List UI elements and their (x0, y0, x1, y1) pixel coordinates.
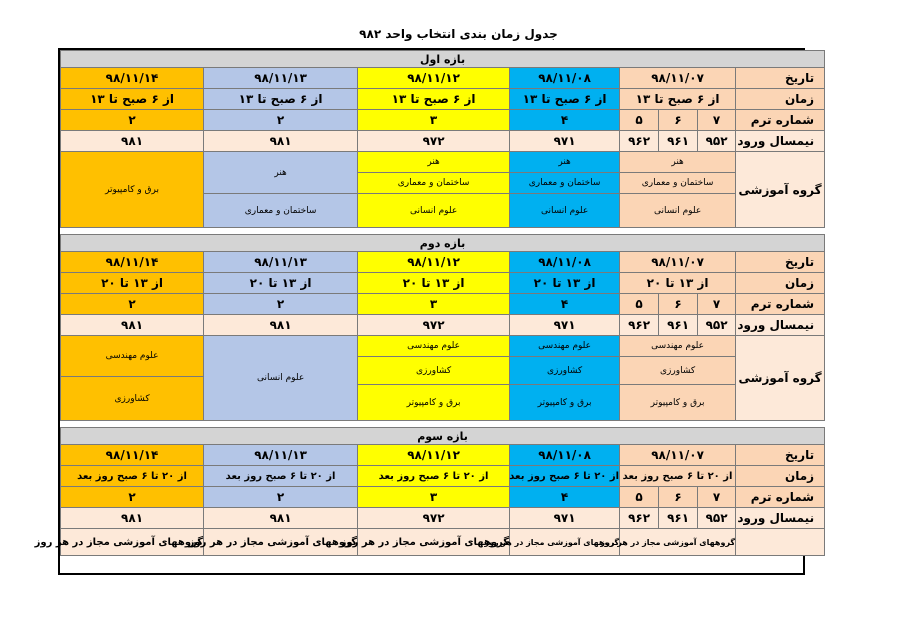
allowed-groups-label-empty (736, 529, 825, 556)
time-cell: از ۱۳ تا ۲۰ (61, 273, 204, 294)
time-cell: از ۲۰ تا ۶ صبح روز بعد (204, 466, 358, 487)
time-cell: از ۲۰ تا ۶ صبح روز بعد (61, 466, 204, 487)
page-title: جدول زمان بندی انتخاب واحد ۹۸۲ (359, 27, 558, 41)
entry-cell: ۹۶۱ (659, 315, 698, 336)
group-cell: هنر (358, 152, 510, 173)
entry-cell: ۹۶۲ (620, 508, 659, 529)
group-cell: علوم مهندسی (620, 336, 736, 357)
term-cell: ۶ (659, 487, 698, 508)
group-cell: برق و کامپیوتر (620, 385, 736, 421)
group-cell: ساختمان و معماری (204, 194, 358, 228)
entry-cell: ۹۵۲ (698, 508, 736, 529)
term-cell: ۲ (204, 294, 358, 315)
row-label-time: زمان (736, 273, 825, 294)
row-label-term: شماره ترم (736, 110, 825, 131)
term-cell: ۵ (620, 294, 659, 315)
term-cell: ۶ (659, 110, 698, 131)
date-cell: ۹۸/۱۱/۰۸ (510, 445, 620, 466)
group-cell: ساختمان و معماری (510, 173, 620, 194)
entry-cell: ۹۵۲ (698, 131, 736, 152)
date-cell: ۹۸/۱۱/۱۴ (61, 445, 204, 466)
time-cell: از ۶ صبح تا ۱۳ (620, 89, 736, 110)
date-cell: ۹۸/۱۱/۱۳ (204, 445, 358, 466)
group-cell: هنر (620, 152, 736, 173)
entry-cell: ۹۵۲ (698, 315, 736, 336)
term-cell: ۷ (698, 487, 736, 508)
term-cell: ۲ (61, 294, 204, 315)
term-cell: ۳ (358, 110, 510, 131)
term-cell: ۲ (204, 110, 358, 131)
date-cell: ۹۸/۱۱/۰۷ (620, 445, 736, 466)
entry-cell: ۹۸۱ (204, 131, 358, 152)
term-cell: ۶ (659, 294, 698, 315)
date-cell: ۹۸/۱۱/۱۲ (358, 252, 510, 273)
schedule-sheet (34, 48, 822, 575)
row-label-date: تاریخ (736, 68, 825, 89)
term-cell: ۴ (510, 487, 620, 508)
term-cell: ۳ (358, 487, 510, 508)
group-cell: کشاورزی (510, 357, 620, 385)
time-cell: از ۱۳ تا ۲۰ (620, 273, 736, 294)
entry-cell: ۹۷۲ (358, 508, 510, 529)
group-cell: کشاورزی (358, 357, 510, 385)
entry-cell: ۹۶۲ (620, 315, 659, 336)
row-label-term: شماره ترم (736, 294, 825, 315)
allowed-groups-cell: گروههای آموزشی مجاز در هر روز (61, 529, 204, 556)
time-cell: از ۲۰ تا ۶ صبح روز بعد (510, 466, 620, 487)
allowed-groups-cell: گروههای آموزشی مجاز در هر روز (358, 529, 510, 556)
time-cell: از ۲۰ تا ۶ صبح روز بعد (358, 466, 510, 487)
group-cell: علوم مهندسی (358, 336, 510, 357)
entry-cell: ۹۷۱ (510, 508, 620, 529)
date-cell: ۹۸/۱۱/۰۷ (620, 68, 736, 89)
term-cell: ۷ (698, 294, 736, 315)
section-spacer (61, 421, 825, 428)
row-label-group: گروه آموزشی (736, 152, 825, 228)
group-cell: هنر (204, 152, 358, 194)
group-cell: علوم انسانی (204, 336, 358, 421)
term-cell: ۲ (204, 487, 358, 508)
section-title: بازه سوم (61, 428, 825, 445)
term-cell: ۲ (61, 487, 204, 508)
row-label-time: زمان (736, 466, 825, 487)
entry-cell: ۹۸۱ (204, 508, 358, 529)
time-cell: از ۶ صبح تا ۱۳ (358, 89, 510, 110)
row-label-entry: نیمسال ورود (736, 315, 825, 336)
row-label-entry: نیمسال ورود (736, 508, 825, 529)
allowed-groups-cell: گروههای آموزشی مجاز در هر روز (510, 529, 620, 556)
group-cell: برق و کامپیوتر (358, 385, 510, 421)
date-cell: ۹۸/۱۱/۱۲ (358, 68, 510, 89)
group-cell: برق و کامپیوتر (510, 385, 620, 421)
time-cell: از ۱۳ تا ۲۰ (510, 273, 620, 294)
date-cell: ۹۸/۱۱/۰۸ (510, 252, 620, 273)
group-cell: ساختمان و معماری (620, 173, 736, 194)
date-cell: ۹۸/۱۱/۱۴ (61, 68, 204, 89)
time-cell: از ۱۳ تا ۲۰ (204, 273, 358, 294)
entry-cell: ۹۷۲ (358, 131, 510, 152)
row-label-entry: نیمسال ورود (736, 131, 825, 152)
term-cell: ۵ (620, 487, 659, 508)
term-cell: ۳ (358, 294, 510, 315)
section-title: بازه اول (61, 51, 825, 68)
row-label-date: تاریخ (736, 252, 825, 273)
entry-cell: ۹۸۱ (61, 315, 204, 336)
allowed-groups-cell: گروههای آموزشی مجاز در هر روز (204, 529, 358, 556)
schedule-table (34, 50, 825, 556)
entry-cell: ۹۶۱ (659, 131, 698, 152)
term-cell: ۴ (510, 110, 620, 131)
time-cell: از ۶ صبح تا ۱۳ (204, 89, 358, 110)
group-cell: علوم انسانی (620, 194, 736, 228)
time-cell: از ۱۳ تا ۲۰ (358, 273, 510, 294)
term-cell: ۵ (620, 110, 659, 131)
entry-cell: ۹۷۱ (510, 131, 620, 152)
date-cell: ۹۸/۱۱/۱۴ (61, 252, 204, 273)
entry-cell: ۹۸۱ (204, 315, 358, 336)
term-cell: ۴ (510, 294, 620, 315)
group-cell: علوم انسانی (358, 194, 510, 228)
group-cell: ساختمان و معماری (358, 173, 510, 194)
section-title: بازه دوم (61, 235, 825, 252)
group-cell: هنر (510, 152, 620, 173)
row-label-term: شماره ترم (736, 487, 825, 508)
group-cell: علوم مهندسی (510, 336, 620, 357)
entry-cell: ۹۶۲ (620, 131, 659, 152)
date-cell: ۹۸/۱۱/۰۸ (510, 68, 620, 89)
entry-cell: ۹۸۱ (61, 508, 204, 529)
term-cell: ۷ (698, 110, 736, 131)
allowed-groups-cell: گروههای آموزشی مجاز در هر روز (620, 529, 736, 556)
group-cell: کشاورزی (61, 377, 204, 421)
group-cell: علوم مهندسی (61, 336, 204, 377)
time-cell: از ۲۰ تا ۶ صبح روز بعد (620, 466, 736, 487)
row-label-group: گروه آموزشی (736, 336, 825, 421)
entry-cell: ۹۷۲ (358, 315, 510, 336)
date-cell: ۹۸/۱۱/۰۷ (620, 252, 736, 273)
group-cell: برق و کامپیوتر (61, 152, 204, 228)
row-label-date: تاریخ (736, 445, 825, 466)
group-cell: علوم انسانی (510, 194, 620, 228)
time-cell: از ۶ صبح تا ۱۳ (61, 89, 204, 110)
entry-cell: ۹۸۱ (61, 131, 204, 152)
entry-cell: ۹۶۱ (659, 508, 698, 529)
entry-cell: ۹۷۱ (510, 315, 620, 336)
group-cell: کشاورزی (620, 357, 736, 385)
term-cell: ۲ (61, 110, 204, 131)
time-cell: از ۶ صبح تا ۱۳ (510, 89, 620, 110)
date-cell: ۹۸/۱۱/۱۳ (204, 68, 358, 89)
row-label-time: زمان (736, 89, 825, 110)
section-spacer (61, 228, 825, 235)
date-cell: ۹۸/۱۱/۱۲ (358, 445, 510, 466)
date-cell: ۹۸/۱۱/۱۳ (204, 252, 358, 273)
